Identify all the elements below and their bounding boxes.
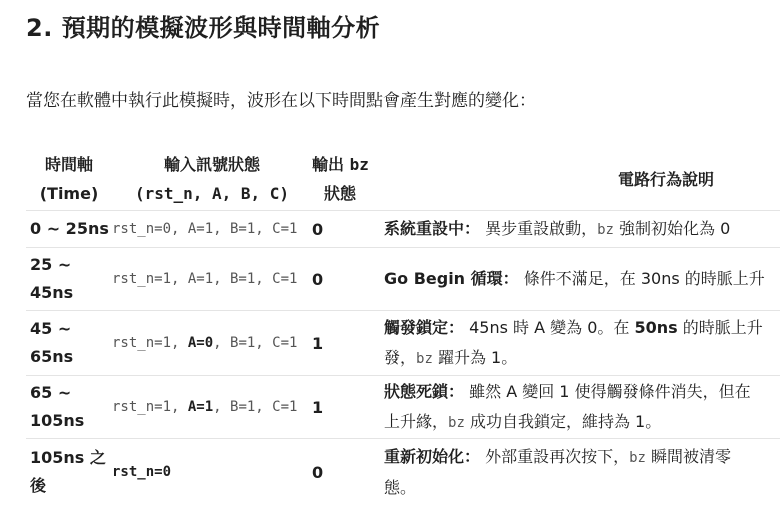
input-text: rst_n=1, [112,399,188,415]
input-text-2: , B=1, C=1 [213,399,298,415]
input-changed: A=0 [187,335,214,351]
desc-text: 條件不滿足，在 30ns 的時脈上升 [518,269,765,288]
table-header-row [26,148,780,211]
input-cell [112,311,312,376]
desc-code: bz [629,449,646,466]
desc-text-2: 成功自我鎖定，維持為 1。 [464,411,662,431]
time-cell: 25 ~ 45ns [26,248,112,311]
time-cell: 65 ~ 105ns [26,376,112,439]
input-text: rst_n=0 [112,464,172,480]
section-heading: 2. 預期的模擬波形與時間軸分析 [26,14,381,42]
table-row [26,248,780,311]
time-cell: 45 ~ 65ns [26,311,112,376]
table-row [26,311,780,376]
header-input-sub: (rst_n, A, B, C) [134,184,290,203]
desc-cell [382,376,780,439]
desc-text-4: 態。 [384,477,417,497]
input-cell [112,248,312,311]
input-cell [112,211,312,248]
header-output-code: bz [349,155,369,174]
time-cell: 0 ~ 25ns [26,211,112,248]
desc-code: bz [597,221,614,238]
desc-label: 觸發鎖定： [384,317,465,337]
table-row [26,376,780,439]
header-output [312,148,382,211]
output-cell: 0 [312,248,382,311]
desc-code: bz [416,350,433,367]
waveform-table [26,148,780,505]
header-input [112,148,312,211]
input-cell [112,376,312,439]
input-text: rst_n=1, [112,335,188,351]
desc-label: 系統重設中： [384,218,481,238]
desc-text: 外部重設再次按下， [480,446,630,466]
desc-text-2: 躍升為 1。 [432,347,518,367]
input-text: rst_n=1, A=1, B=1, C=1 [112,271,298,287]
header-time-label: 時間軸 [44,155,93,174]
desc-label: 狀態死鎖： [384,381,465,401]
header-input-label: 輸入訊號狀態 [163,155,260,174]
desc-text-4: 上升緣， [384,411,449,431]
desc-text: 雖然 A 變回 1 使得觸發條件消失，但在 [464,381,751,401]
desc-emph: 50ns [634,317,678,337]
desc-text-2: 強制初始化為 0 [613,218,731,238]
desc-cell [382,311,780,376]
desc-text-2: 瞬間被清零 [645,446,732,466]
input-text-2: , B=1, C=1 [213,335,298,351]
input-changed: A=1 [187,399,214,415]
output-cell: 0 [312,211,382,248]
desc-cell [382,439,780,506]
desc-label: Go Begin 循環： [384,269,519,288]
header-time [26,148,112,211]
desc-text: 45ns 時 A 變為 0。在 [464,317,635,337]
header-output-label: 輸出 [312,155,345,174]
desc-cell [382,211,780,248]
desc-text-3: 的時脈上升 [677,317,763,337]
desc-text: 異步重設啟動， [480,218,598,238]
output-cell: 1 [312,376,382,439]
output-cell: 0 [312,439,382,506]
header-desc [382,148,780,211]
desc-text-4: 發， [384,347,417,367]
table-row [26,211,780,248]
header-desc-label: 電路行為說明 [618,169,715,189]
input-cell [112,439,312,506]
input-text: rst_n=0, A=1, B=1, C=1 [112,221,298,237]
header-time-sub: (Time) [39,184,99,203]
time-cell: 105ns 之後 [26,439,112,506]
output-cell: 1 [312,311,382,376]
header-output-sub: 狀態 [324,184,357,203]
desc-label: 重新初始化： [384,446,481,466]
intro-paragraph: 當您在軟體中執行此模擬時，波形在以下時間點會產生對應的變化： [26,91,536,111]
desc-code: bz [448,414,465,431]
table-row [26,439,780,506]
desc-cell [382,248,780,311]
